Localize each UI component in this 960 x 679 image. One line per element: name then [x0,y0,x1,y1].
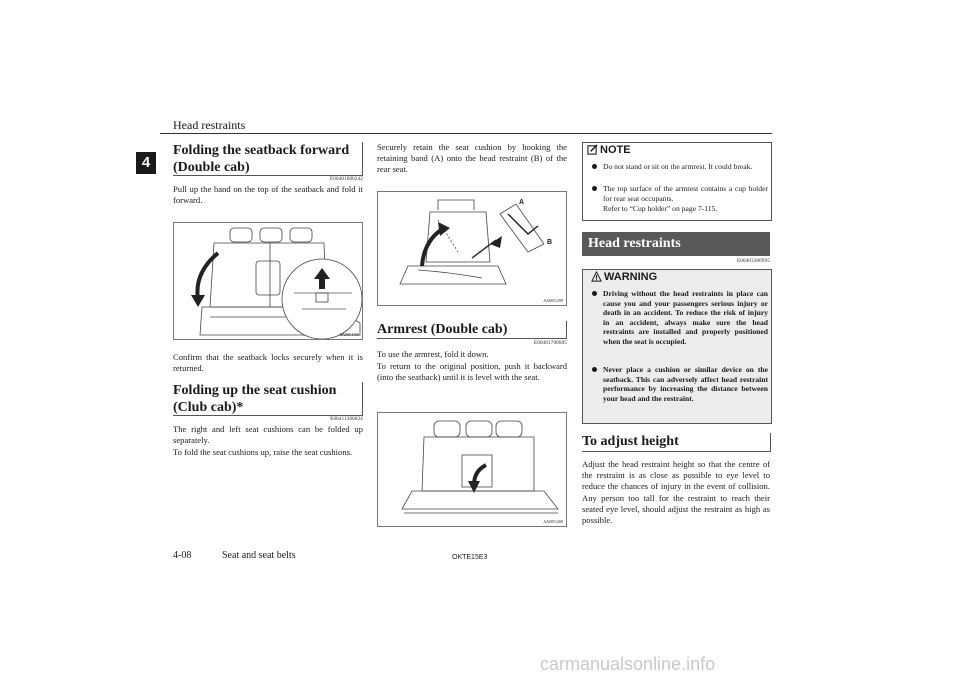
page-number: 4-08 [173,550,192,561]
callout-b: B [547,239,553,246]
section-title-armrest: Armrest (Double cab) [377,322,508,337]
bullet-dot [592,164,597,169]
note-heading [587,144,631,156]
paragraph: Securely retain the seat cushion by hooking the retaining band (A) onto the head restraint (B) of the rear seat. [377,142,567,175]
header-rule [160,133,772,134]
running-header: Head restraints [173,118,246,132]
note-label: NOTE [600,144,631,156]
figure-code: AA0051299 [543,298,563,303]
chapter-tab: 4 [136,152,156,174]
section-banner: Head restraints [582,232,770,256]
footer-section: Seat and seat belts [222,550,296,561]
bullet-dot [592,291,597,296]
figure-cushion-band [377,191,567,306]
section-code: E00403300995 [737,259,770,264]
bullet-dot [592,186,597,191]
paragraph: To use the armrest, fold it down. [377,349,489,359]
paragraph: To fold the seat cushions up, raise the seat cushions. [173,447,353,457]
section-title-folding-cushion: Folding up the seat cushion (Club cab)* [173,383,337,415]
callout-a: A [519,199,525,206]
section-code: E00411300024 [330,417,363,422]
document-code: OKTE15E3 [452,554,488,561]
paragraph: To return to the original position, push it backward (into the seatback) until it is level with the seat. [377,361,567,383]
section-code: E00401700605 [534,341,567,346]
figure-armrest [377,412,567,527]
note-item-ref: Refer to “Cup holder” on page 7-115. [603,204,718,213]
figure-seatback-fold [173,222,363,340]
warning-label: WARNING [604,271,658,283]
note-box [582,142,772,221]
bullet-dot [592,367,597,372]
paragraph: Adjust the head restraint height so that the centre of the restraint is as close as possible to eye level to reduce the chances of injury in the event of collision. Any person too tall for the restraint to reach their seated eye level, should adjust the restraint as high as possible. [582,459,770,526]
paragraph: The right and left seat cushions can be folded up separately. [173,424,363,446]
seat-illustration [174,223,362,339]
warning-triangle-icon [591,271,602,282]
armrest-illustration [378,413,566,526]
figure-code: AA0051196 [339,332,359,337]
note-item: Do not stand or sit on the armrest. It could break. [603,162,768,172]
section-code: E00401600242 [330,177,363,182]
warning-item: Driving without the head restraints in place can cause you and your passengers serious injury or death in an accident. To reduce the risk of injury in an accident, always make sure the head restraints are installed and properly positioned when the seat is occupied. [603,289,768,347]
cushion-illustration [378,192,566,305]
figure-code: AA0051200 [543,519,563,524]
warning-heading [591,271,657,283]
note-item: The top surface of the armrest contains a cup holder for rear seat occupants. [603,184,768,203]
watermark: carmanualsonline.info [540,654,716,674]
paragraph: Pull up the band on the top of the seatback and fold it forward. [173,184,363,206]
warning-item: Never place a cushion or similar device on the seatback. This can adversely affect head restraint performance by increasing the distance between your head and the restraint. [603,365,768,403]
paragraph: Confirm that the seatback locks securely when it is returned. [173,352,363,374]
section-title-adjust-height: To adjust height [582,434,679,449]
warning-box [582,269,772,424]
section-title-folding-seatback: Folding the seatback forward (Double cab) [173,143,350,175]
note-icon [587,144,598,155]
